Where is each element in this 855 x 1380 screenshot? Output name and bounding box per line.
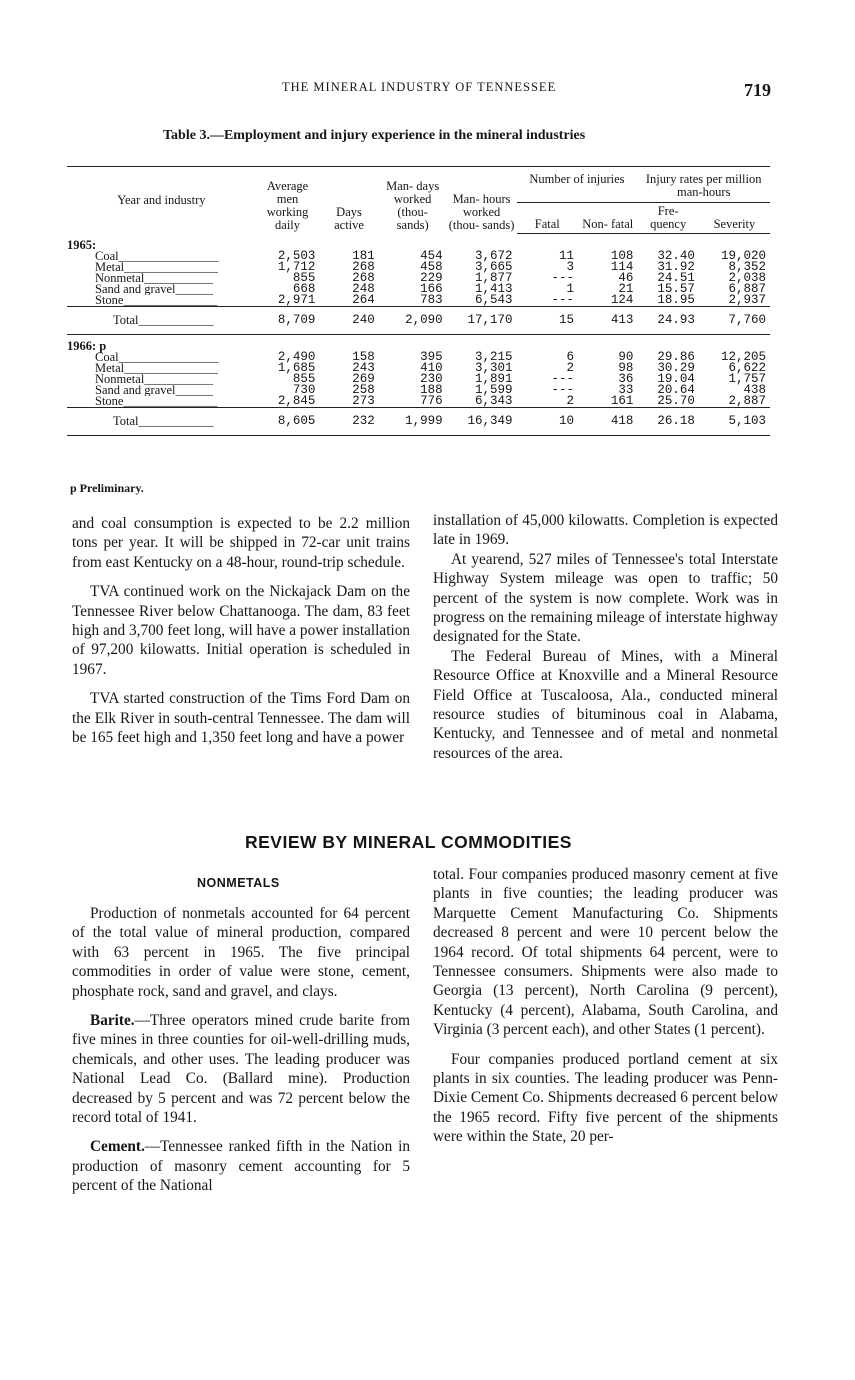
- cell-manhours: 1,877: [475, 271, 513, 285]
- cell-men: 855: [292, 372, 316, 386]
- paragraph: Four companies produced portland cement at six plants in six counties. The leading producer was Penn-Dixie Cement Co. Shipments decreased 6 percent below the 1965 record. Fifty five percent of the shipments were within the State, 20 per-: [433, 1050, 778, 1146]
- cell-nonfatal: 33: [618, 383, 634, 397]
- cell-fatal: ---: [551, 372, 575, 386]
- industry-label: [67, 284, 256, 295]
- cell-mandays: 229: [420, 271, 443, 285]
- leader-dots: _______________: [124, 363, 218, 374]
- header-average-men: Average men working daily: [256, 167, 320, 234]
- industry-name: Coal: [95, 251, 119, 262]
- total-manhours: 17,170: [447, 307, 517, 335]
- paragraph: TVA started construction of the Tims Ford Dam on the Elk River in south-central Tennessee. The dam will be 165 feet high and 1,350 feet long and have a power: [72, 690, 410, 747]
- cell-days: 248: [352, 282, 375, 296]
- cell-fatal: ---: [551, 383, 575, 397]
- industry-label: [67, 374, 256, 385]
- cell-mandays: 458: [420, 260, 443, 274]
- cell-freq: 25.70: [657, 394, 695, 408]
- leader-dots: ______: [175, 284, 214, 295]
- cell-fatal: 3: [566, 260, 575, 274]
- cell-men: 1,712: [277, 260, 316, 274]
- header-nonfatal: Non- fatal: [578, 203, 637, 234]
- cell-manhours: 3,301: [475, 361, 513, 375]
- cell-sev: 19,020: [720, 249, 766, 263]
- leader-dots: ____________: [138, 414, 214, 428]
- cell-nonfatal: 90: [618, 350, 634, 364]
- left-column-bottom: [72, 904, 410, 1206]
- cell-sev: 6,887: [728, 282, 766, 296]
- industry-label: [67, 262, 256, 273]
- cell-sev: 1,757: [728, 372, 766, 386]
- industry-label: [67, 295, 256, 307]
- cell-days: 243: [352, 361, 375, 375]
- leader-dots: _______________: [123, 396, 218, 408]
- paragraph: total. Four companies produced masonry cement at five plants in five counties; the leading producer was Marquette Cement Manufacturing Co. Shipments decreased 8 percent and were 10 percent below the 1964 record. Of total shipments 64 percent, were to Tennessee consumers. Shipments were also made to Georgia (13 percent), North Carolina (9 percent), Kentucky (4 percent), Alabama, South Carolina, and Virginia (3 percent each), and other States (1 percent).: [433, 866, 778, 1039]
- cell-nonfatal: 36: [618, 372, 634, 386]
- paragraph: TVA continued work on the Nickajack Dam on the Tennessee River below Chattanooga. The dam, 83 feet high and 3,700 feet long, will have a power installation of 97,200 kilowatts. Initial operation is scheduled in 1967.: [72, 583, 410, 678]
- industry-name: Stone: [95, 295, 124, 307]
- cell-nonfatal: 46: [618, 271, 634, 285]
- total-nonfatal: 413: [578, 307, 637, 335]
- cell-nonfatal: 108: [610, 249, 634, 263]
- cell-men: 1,685: [277, 361, 316, 375]
- cell-men: 730: [292, 383, 316, 397]
- page-number: 719: [744, 80, 771, 100]
- header-injury-rates: Injury rates per million man-hours: [637, 167, 770, 203]
- cell-mandays: 410: [420, 361, 443, 375]
- industry-name: Metal: [95, 363, 125, 374]
- cell-manhours: 1,599: [475, 383, 513, 397]
- table-row: [67, 396, 770, 408]
- cell-sev: 8,352: [728, 260, 766, 274]
- cell-freq: 29.86: [657, 350, 695, 364]
- cell-sev: 438: [743, 383, 766, 397]
- total-fatal: 10: [517, 408, 578, 436]
- industry-label: [67, 363, 256, 374]
- paragraph: At yearend, 527 miles of Tennessee's total Interstate Highway System mileage was open to traffic; 50 percent of the system is now complete. Work was in progress on the remaining mileage of interstate highway designated for the State.: [433, 550, 778, 646]
- cell-nonfatal: 161: [610, 394, 634, 408]
- cell-freq: 31.92: [657, 260, 695, 274]
- cell-days: 269: [352, 372, 375, 386]
- cell-manhours: 1,413: [475, 282, 513, 296]
- industry-name: Nonmetal: [95, 273, 145, 284]
- cell-manhours: 3,215: [475, 350, 513, 364]
- header-man-hours: Man- hours worked (thou- sands): [447, 167, 517, 234]
- cell-men: 668: [292, 282, 316, 296]
- leader-dots: ______: [175, 385, 214, 396]
- total-sev: 5,103: [699, 408, 770, 436]
- paragraph: and coal consumption is expected to be 2.2 million tons per year. It will be shipped in 72-car unit trains from east Kentucky on a 48-hour, round-trip schedule.: [72, 515, 410, 571]
- industry-label: [67, 352, 256, 363]
- cell-fatal: 2: [566, 361, 575, 375]
- table-caption: Table 3.—Employment and injury experience in the mineral industries: [163, 128, 586, 143]
- cell-freq: 20.64: [657, 383, 695, 397]
- industry-name: Sand and gravel: [95, 385, 176, 396]
- cell-manhours: 6,343: [475, 394, 513, 408]
- leader-dots: ________________: [118, 251, 219, 262]
- total-name: Total: [113, 414, 139, 428]
- cell-sev: 12,205: [720, 350, 766, 364]
- leader-dots: ___________: [144, 374, 214, 385]
- industry-label: [67, 251, 256, 262]
- cell-days: 264: [352, 293, 375, 307]
- cell-manhours: 1,891: [475, 372, 513, 386]
- cell-fatal: 6: [566, 350, 575, 364]
- leader-dots: _______________: [124, 262, 218, 273]
- section-title: REVIEW BY MINERAL COMMODITIES: [245, 832, 572, 852]
- paragraph-barite: [72, 1011, 410, 1127]
- cell-days: 268: [352, 260, 375, 274]
- cell-sev: 2,937: [728, 293, 766, 307]
- header-man-days: Man- days worked (thou- sands): [379, 167, 447, 234]
- header-year-industry: Year and industry: [67, 167, 256, 234]
- industry-label: [67, 385, 256, 396]
- total-row: [67, 408, 770, 436]
- total-fatal: 15: [517, 307, 578, 335]
- industry-name: Metal: [95, 262, 125, 273]
- cell-men: 2,503: [277, 249, 316, 263]
- total-freq: 26.18: [637, 408, 698, 436]
- cell-days: 181: [352, 249, 375, 263]
- total-days: 240: [319, 307, 378, 335]
- cell-mandays: 454: [420, 249, 443, 263]
- table-footnote: p Preliminary.: [70, 481, 144, 495]
- cell-nonfatal: 124: [610, 293, 634, 307]
- cell-men: 855: [292, 271, 316, 285]
- total-mandays: 1,999: [379, 408, 447, 436]
- cell-nonfatal: 114: [610, 260, 634, 274]
- cell-fatal: 11: [559, 249, 575, 263]
- cell-mandays: 776: [420, 394, 443, 408]
- cell-mandays: 783: [420, 293, 443, 307]
- header-fatal: Fatal: [517, 203, 578, 234]
- cell-days: 268: [352, 271, 375, 285]
- cell-fatal: ---: [551, 271, 575, 285]
- table-row: [67, 295, 770, 307]
- runin-barite: Barite.: [90, 1012, 135, 1030]
- right-column-top: [433, 511, 778, 773]
- total-label: [67, 408, 256, 436]
- leader-dots: ________________: [118, 352, 219, 363]
- cell-manhours: 3,665: [475, 260, 513, 274]
- cell-mandays: 188: [420, 383, 443, 397]
- cell-days: 273: [352, 394, 375, 408]
- paragraph-cement: [72, 1137, 410, 1195]
- total-manhours: 16,349: [447, 408, 517, 436]
- industry-name: Stone: [95, 396, 124, 408]
- industry-label: [67, 396, 256, 408]
- barite-text: —Three operators mined crude barite from five mines in three counties for oil-well-drilling muds, chemicals, and other uses. The leading producer was National Lead Co. (Ballard mine). Production decreased by 5 percent and was 72 percent below the record total of 1941.: [72, 1012, 410, 1127]
- cell-days: 158: [352, 350, 375, 364]
- total-mandays: 2,090: [379, 307, 447, 335]
- cell-nonfatal: 21: [618, 282, 634, 296]
- running-title: THE MINERAL INDUSTRY OF TENNESSEE: [282, 80, 557, 94]
- runin-cement: Cement.: [90, 1138, 145, 1156]
- total-freq: 24.93: [637, 307, 698, 335]
- cell-fatal: 2: [566, 394, 575, 408]
- cell-manhours: 6,543: [475, 293, 513, 307]
- cell-freq: 30.29: [657, 361, 695, 375]
- total-name: Total: [113, 313, 139, 327]
- subhead-nonmetals: NONMETALS: [197, 876, 280, 890]
- cell-men: 2,845: [277, 394, 316, 408]
- industry-name: Nonmetal: [95, 374, 145, 385]
- leader-dots: ___________: [144, 273, 214, 284]
- year-label: 1966: p: [67, 339, 107, 353]
- total-sev: 7,760: [699, 307, 770, 335]
- cell-sev: 2,038: [728, 271, 766, 285]
- cell-freq: 32.40: [657, 249, 695, 263]
- total-nonfatal: 418: [578, 408, 637, 436]
- total-men: 8,605: [256, 408, 320, 436]
- total-men: 8,709: [256, 307, 320, 335]
- industry-name: Sand and gravel: [95, 284, 176, 295]
- industry-label: [67, 273, 256, 284]
- cell-mandays: 395: [420, 350, 443, 364]
- header-days-active: Days active: [319, 167, 378, 234]
- cell-nonfatal: 98: [618, 361, 634, 375]
- cell-fatal: 1: [566, 282, 575, 296]
- header-frequency: Fre- quency: [637, 203, 698, 234]
- cell-mandays: 230: [420, 372, 443, 386]
- total-row: [67, 307, 770, 335]
- total-days: 232: [319, 408, 378, 436]
- cell-sev: 2,887: [728, 394, 766, 408]
- year-label: 1965:: [67, 238, 97, 252]
- cell-freq: 15.57: [657, 282, 695, 296]
- cell-days: 258: [352, 383, 375, 397]
- leader-dots: ____________: [138, 313, 214, 327]
- leader-dots: _______________: [123, 295, 218, 307]
- cell-fatal: ---: [551, 293, 575, 307]
- industry-name: Coal: [95, 352, 119, 363]
- right-column-bottom: [433, 865, 778, 1157]
- paragraph: installation of 45,000 kilowatts. Completion is expected late in 1969.: [433, 512, 778, 549]
- header-severity: Severity: [699, 203, 770, 234]
- cell-freq: 19.04: [657, 372, 695, 386]
- employment-injury-table: [67, 166, 770, 436]
- header-number-of-injuries: Number of injuries: [517, 167, 638, 203]
- paragraph: The Federal Bureau of Mines, with a Mineral Resource Office at Knoxville and a Mineral Resource Field Office at Tuscaloosa, Ala., conducted mineral resource studies of bituminous coal in Alabama, Kentucky, and Tennessee and of metal and nonmetal resources of the area.: [433, 647, 778, 762]
- cell-manhours: 3,672: [475, 249, 513, 263]
- paragraph: Production of nonmetals accounted for 64 percent of the total value of mineral production, compared with 63 percent in 1965. The five principal commodities in order of value were stone, cement, phosphate rock, sand and gravel, and clays.: [72, 905, 410, 1000]
- cell-freq: 18.95: [657, 293, 695, 307]
- total-label: [67, 307, 256, 335]
- cell-sev: 6,622: [728, 361, 766, 375]
- cell-mandays: 166: [420, 282, 443, 296]
- cement-text: —Tennessee ranked fifth in the Nation in production of masonry cement accounting for 5 percent of the National: [72, 1138, 410, 1195]
- cell-men: 2,971: [277, 293, 316, 307]
- cell-freq: 24.51: [657, 271, 695, 285]
- left-column-top: [72, 514, 410, 757]
- cell-men: 2,490: [277, 350, 316, 364]
